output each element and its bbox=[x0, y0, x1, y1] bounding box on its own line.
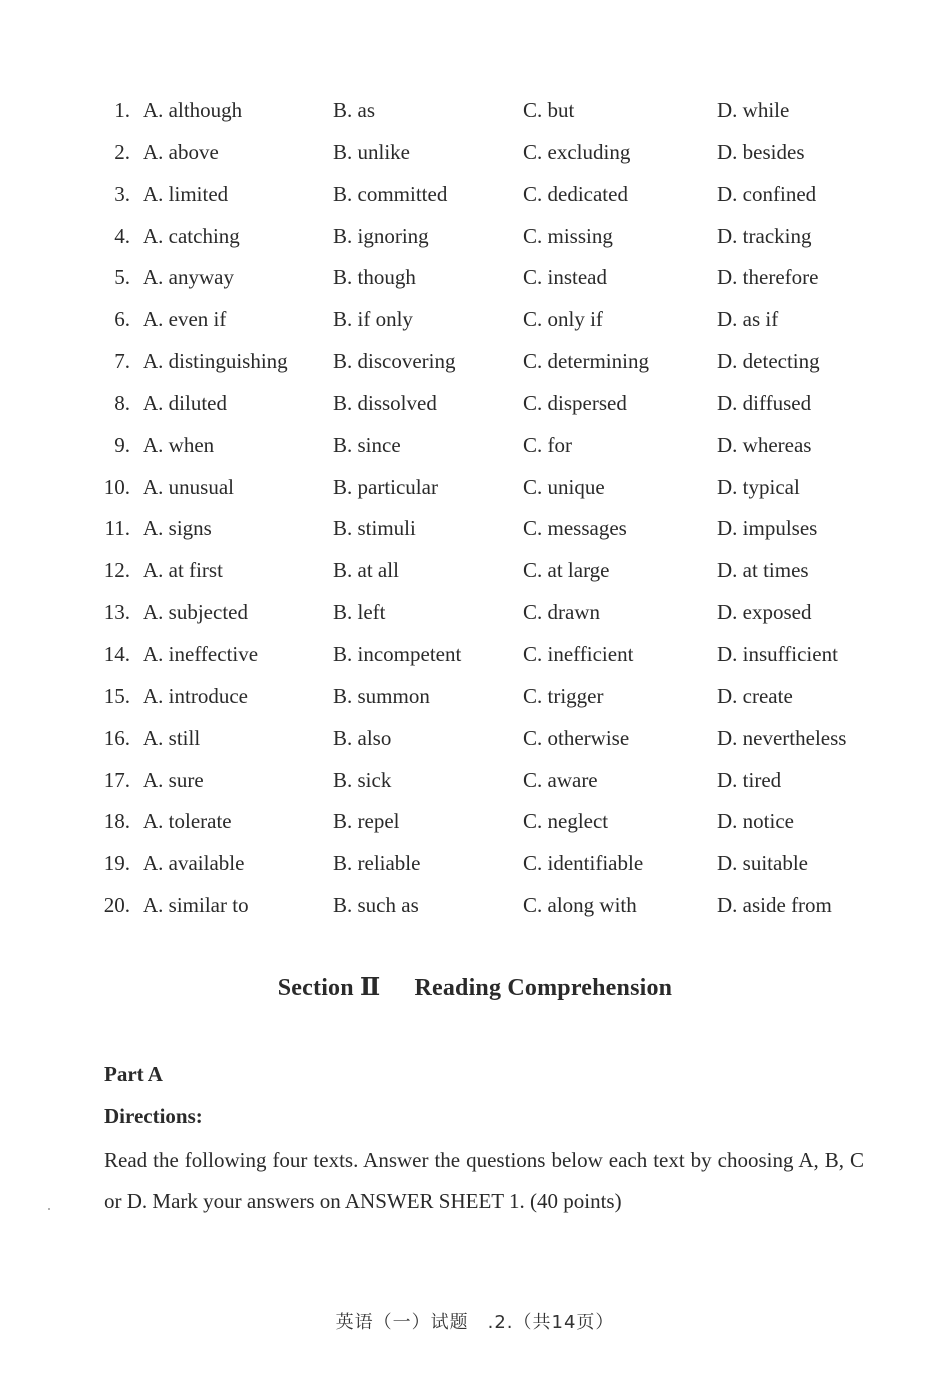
option-c: C. along with bbox=[523, 893, 637, 918]
section-heading bbox=[0, 972, 950, 1002]
question-number: 1. bbox=[114, 98, 130, 122]
question-row bbox=[0, 634, 950, 676]
option-c: C. dispersed bbox=[523, 390, 627, 415]
question-row bbox=[0, 174, 950, 216]
question-row bbox=[0, 550, 950, 592]
question-number: 17. bbox=[103, 767, 130, 792]
section-title-text: Reading Comprehension bbox=[414, 975, 673, 1001]
question-row bbox=[0, 760, 950, 802]
question-number: 12. bbox=[103, 558, 130, 583]
option-a: A. available bbox=[143, 851, 245, 876]
option-d: D. at times bbox=[717, 558, 809, 583]
option-b: B. though bbox=[333, 265, 416, 290]
question-row bbox=[0, 592, 950, 634]
question-number: 15. bbox=[103, 683, 130, 708]
option-d: D. nevertheless bbox=[717, 725, 847, 750]
option-a: A. unusual bbox=[143, 474, 234, 499]
option-c: C. determining bbox=[523, 349, 649, 374]
option-b: B. ignoring bbox=[333, 223, 429, 248]
question-row bbox=[0, 801, 950, 843]
option-b: B. reliable bbox=[333, 851, 421, 876]
option-a: A. signs bbox=[143, 516, 212, 541]
option-a: A. although bbox=[143, 98, 243, 122]
question-number: 16. bbox=[103, 725, 130, 750]
option-d: D. confined bbox=[717, 181, 817, 206]
option-c: C. for bbox=[523, 432, 572, 457]
option-c: C. aware bbox=[523, 767, 598, 792]
option-c: C. dedicated bbox=[523, 181, 628, 206]
question-row bbox=[0, 132, 950, 174]
option-d: D. create bbox=[717, 683, 793, 708]
question-number: 18. bbox=[103, 809, 130, 834]
directions-text: Read the following four texts. Answer the questions below each text by choosing A, B, C or D. Mark your answers on ANSWER SHEET 1. (40 points) bbox=[104, 1148, 864, 1213]
option-b: B. unlike bbox=[333, 139, 410, 164]
option-d: D. aside from bbox=[717, 893, 832, 918]
question-row bbox=[0, 216, 950, 258]
option-a: A. anyway bbox=[143, 265, 234, 290]
option-a: A. introduce bbox=[143, 683, 248, 708]
question-number: 9. bbox=[114, 432, 130, 457]
option-b: B. left bbox=[333, 600, 386, 625]
option-d: D. tracking bbox=[717, 223, 812, 248]
option-b: B. since bbox=[333, 432, 401, 457]
option-b: B. dissolved bbox=[333, 390, 437, 415]
option-c: C. but bbox=[523, 98, 575, 122]
option-a: A. sure bbox=[143, 767, 204, 792]
option-b: B. summon bbox=[333, 683, 430, 708]
option-d: D. notice bbox=[717, 809, 794, 834]
option-c: C. missing bbox=[523, 223, 613, 248]
option-c: C. inefficient bbox=[523, 641, 634, 666]
option-b: B. committed bbox=[333, 181, 448, 206]
question-row bbox=[0, 90, 950, 132]
question-row bbox=[0, 299, 950, 341]
question-row bbox=[0, 257, 950, 299]
question-row bbox=[0, 467, 950, 509]
question-number: 2. bbox=[114, 139, 130, 164]
option-c: C. otherwise bbox=[523, 725, 630, 750]
option-d: D. besides bbox=[717, 139, 805, 164]
option-b: B. also bbox=[333, 725, 392, 750]
option-a: A. still bbox=[143, 725, 201, 750]
option-d: D. as if bbox=[717, 307, 779, 332]
question-number: 13. bbox=[103, 600, 130, 625]
option-a: A. similar to bbox=[143, 893, 249, 918]
question-number: 14. bbox=[103, 641, 130, 666]
question-row bbox=[0, 885, 950, 927]
question-number: 11. bbox=[104, 516, 130, 541]
question-number: 6. bbox=[114, 307, 130, 332]
option-b: B. such as bbox=[333, 893, 419, 918]
option-c: C. only if bbox=[523, 307, 603, 332]
option-b: B. incompetent bbox=[333, 641, 462, 666]
question-row bbox=[0, 508, 950, 550]
option-b: B. sick bbox=[333, 767, 392, 792]
question-row bbox=[0, 676, 950, 718]
option-b: B. if only bbox=[333, 307, 413, 332]
option-d: D. therefore bbox=[717, 265, 819, 290]
question-number: 10. bbox=[103, 474, 130, 499]
question-row bbox=[0, 425, 950, 467]
option-d: D. impulses bbox=[717, 516, 818, 541]
question-number: 8. bbox=[114, 390, 130, 415]
option-a: A. diluted bbox=[143, 390, 227, 415]
option-c: C. excluding bbox=[523, 139, 631, 164]
option-b: B. discovering bbox=[333, 349, 456, 374]
question-row bbox=[0, 341, 950, 383]
option-a: A. subjected bbox=[143, 600, 248, 625]
option-b: B. stimuli bbox=[333, 516, 416, 541]
part-heading: Part A bbox=[104, 1062, 163, 1086]
option-d: D. typical bbox=[717, 474, 800, 499]
option-b: B. particular bbox=[333, 474, 438, 499]
option-b: B. repel bbox=[333, 809, 400, 834]
option-c: C. unique bbox=[523, 474, 605, 499]
option-c: C. identifiable bbox=[523, 851, 644, 876]
question-row bbox=[0, 843, 950, 885]
option-d: D. exposed bbox=[717, 600, 812, 625]
question-number: 4. bbox=[114, 223, 130, 248]
option-a: A. even if bbox=[143, 307, 227, 332]
option-a: A. distinguishing bbox=[143, 349, 288, 374]
option-d: D. whereas bbox=[717, 432, 812, 457]
option-c: C. trigger bbox=[523, 683, 604, 708]
option-a: A. at first bbox=[143, 558, 223, 583]
question-number: 5. bbox=[114, 265, 130, 290]
option-c: C. drawn bbox=[523, 600, 600, 625]
option-a: A. limited bbox=[143, 181, 229, 206]
question-row bbox=[0, 718, 950, 760]
option-a: A. catching bbox=[143, 223, 240, 248]
option-d: D. diffused bbox=[717, 390, 812, 415]
option-c: C. at large bbox=[523, 558, 610, 583]
option-b: B. at all bbox=[333, 558, 399, 583]
option-d: D. suitable bbox=[717, 851, 808, 876]
option-b: B. as bbox=[333, 98, 375, 122]
question-number: 19. bbox=[103, 851, 130, 876]
option-a: A. above bbox=[143, 139, 219, 164]
option-a: A. when bbox=[143, 432, 215, 457]
scan-speck bbox=[48, 1208, 50, 1210]
option-a: A. ineffective bbox=[143, 641, 259, 666]
option-a: A. tolerate bbox=[143, 809, 232, 834]
question-number: 3. bbox=[114, 181, 130, 206]
page-footer: 英语（一）试题 .2.（共14页） bbox=[335, 1312, 615, 1333]
option-c: C. neglect bbox=[523, 809, 609, 834]
question-row bbox=[0, 383, 950, 425]
option-c: C. messages bbox=[523, 516, 627, 541]
answer-options-list bbox=[0, 90, 950, 927]
directions-label: Directions: bbox=[104, 1104, 203, 1128]
option-d: D. tired bbox=[717, 767, 782, 792]
option-d: D. detecting bbox=[717, 349, 820, 374]
option-d: D. insufficient bbox=[717, 641, 838, 666]
question-number: 20. bbox=[103, 893, 130, 918]
section-label: Section Ⅱ bbox=[277, 975, 381, 1001]
option-d: D. while bbox=[717, 98, 790, 122]
question-number: 7. bbox=[114, 349, 130, 374]
option-c: C. instead bbox=[523, 265, 607, 290]
